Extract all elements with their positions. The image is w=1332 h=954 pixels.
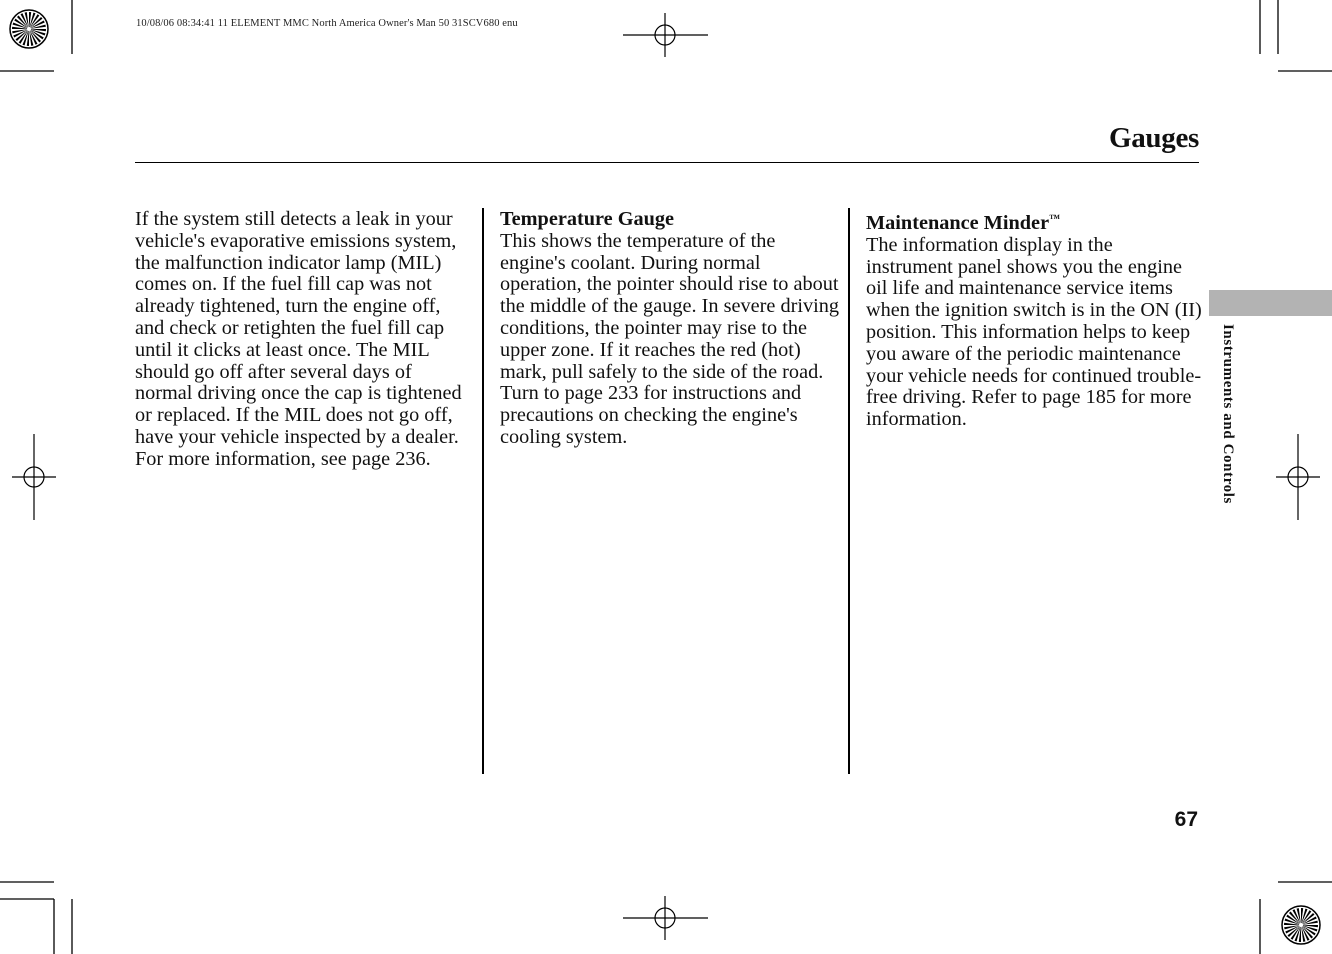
temperature-gauge-heading: Temperature Gauge: [500, 208, 675, 230]
registration-target-icon: [1282, 906, 1320, 944]
section-tab-label: Instruments and Controls: [1220, 324, 1236, 504]
maintenance-minder-title: Maintenance Minder: [866, 212, 1050, 234]
page-number: 67: [1174, 808, 1198, 831]
maintenance-minder-body: The information display in the instrument panel shows you the engine oil life and maintenance service items when the ignition switch is in the ON (II) position. This information helps to keep you aware of the periodic maintenance your vehicle needs for continued trouble-free driving. Refer to page 185 for more information.: [866, 233, 1202, 431]
page-title: Gauges: [1108, 122, 1199, 154]
print-header: 10/08/06 08:34:41 11 ELEMENT MMC North America Owner's Man 50 31SCV680 enu: [136, 18, 518, 29]
crosshair-icon: [12, 13, 1320, 940]
registration-target-icon: [10, 10, 48, 48]
column-left-body: If the system still detects a leak in your vehicle's evaporative emissions system, the malfunction indicator lamp (MIL) comes on. If the fuel fill cap was not already tightened, turn the engine off, and check or retighten the fuel fill cap until it clicks at least once. The MIL should go off after several days of normal driving once the cap is tightened or replaced. If the MIL does not go off, have your vehicle inspected by a dealer. For more information, see page 236.: [135, 208, 462, 470]
trademark-mark: ™: [1049, 213, 1061, 225]
temperature-gauge-body: This shows the temperature of the engine's coolant. During normal operation, the pointer should rise to about the middle of the gauge. In severe driving conditions, the pointer may rise to the upper zone. If it reaches the red (hot) mark, pull safely to the side of the road. Turn to page 233 for instructions and precautions on checking the engine's cooling system.: [500, 229, 840, 448]
